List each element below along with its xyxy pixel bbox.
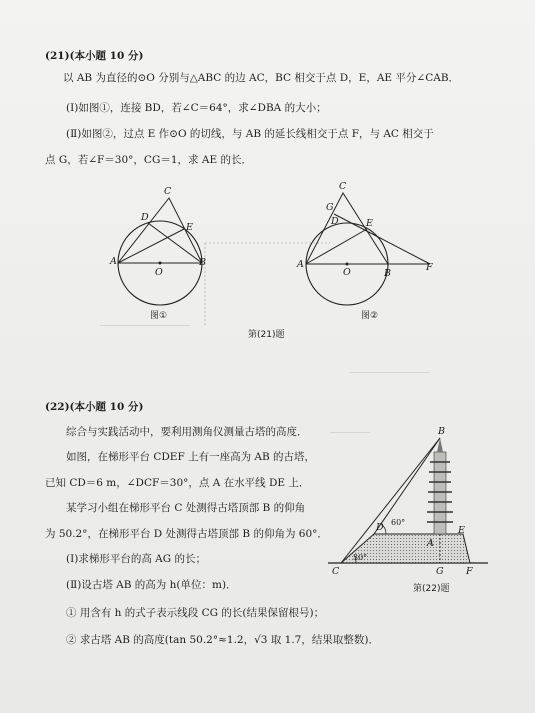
fig2-label-c: C xyxy=(339,181,347,192)
q22-line4: 某学习小组在梯形平台 C 处测得古塔顶部 B 的仰角 xyxy=(66,502,306,514)
fig1-label-b: B xyxy=(199,257,206,268)
fig1-label-o: O xyxy=(155,267,163,278)
fig2-label-e: E xyxy=(366,218,373,229)
fig2-label-d: D xyxy=(331,216,339,227)
q22-line5: 为 50.2°，在梯形平台 D 处测得古塔顶部 B 的仰角为 60°． xyxy=(45,528,328,540)
fig2-label-b: B xyxy=(384,268,391,279)
q21-part2-line1: (Ⅱ)如图②，过点 E 作⊙O 的切线，与 AB 的延长线相交于点 F，与 AC 相交于 xyxy=(66,128,434,140)
fig2-label-a: A xyxy=(297,259,304,270)
q22-line2: 如图，在梯形平台 CDEF 上有一座高为 AB 的古塔， xyxy=(66,451,316,463)
q22-label-d: D xyxy=(376,522,384,533)
q22-angle-60: 60° xyxy=(391,518,406,527)
fig2-label-o: O xyxy=(343,267,351,278)
q22-label-f: F xyxy=(466,566,473,577)
fig1-label-e: E xyxy=(186,222,193,233)
q21-figure-caption: 第(21)题 xyxy=(248,330,285,340)
q21-header: (21)(本小题 10 分) xyxy=(45,50,144,62)
fig2-label-g: G xyxy=(326,202,334,213)
fig1-label-c: C xyxy=(164,186,172,197)
q22-line1: 综合与实践活动中，要利用测角仪测量古塔的高度． xyxy=(66,426,308,438)
q21-stem: 以 AB 为直径的⊙O 分别与△ABC 的边 AC，BC 相交于点 D，E，AE 平分∠CAB． xyxy=(63,72,460,84)
fig1-caption: 图① xyxy=(150,311,168,321)
q22-sub1: ① 用含有 h 的式子表示线段 CG 的长(结果保留根号)； xyxy=(66,607,325,619)
q22-angle-30: 30° xyxy=(353,553,368,562)
q22-part1: (Ⅰ)求梯形平台的高 AG 的长； xyxy=(66,553,206,565)
fig1-label-a: A xyxy=(110,256,117,267)
q22-label-b: B xyxy=(438,426,445,437)
q22-figure-caption: 第(22)题 xyxy=(413,584,450,594)
q21-part2-line2: 点 G，若∠F＝30°，CG＝1，求 AE 的长． xyxy=(45,154,252,166)
pagoda-icon xyxy=(427,438,453,534)
fig2-label-f: F xyxy=(426,262,433,273)
q22-part2: (Ⅱ)设古塔 AB 的高为 h(单位：m)． xyxy=(66,579,237,591)
q22-label-e: E xyxy=(458,525,465,536)
q22-label-c: C xyxy=(332,566,340,577)
fig2-caption: 图② xyxy=(361,311,379,321)
q22-header: (22)(本小题 10 分) xyxy=(45,401,144,413)
q22-label-a: A xyxy=(427,538,434,549)
q21-part1: (Ⅰ)如图①，连接 BD，若∠C＝64°，求∠DBA 的大小； xyxy=(66,102,327,114)
q22-line3: 已知 CD＝6 m，∠DCF＝30°，点 A 在水平线 DE 上． xyxy=(45,477,310,489)
fig1-label-d: D xyxy=(141,212,149,223)
q22-label-g: G xyxy=(436,566,444,577)
q22-sub2: ② 求古塔 AB 的高度(tan 50.2°≈1.2，√3 取 1.7，结果取整数)． xyxy=(66,634,379,646)
